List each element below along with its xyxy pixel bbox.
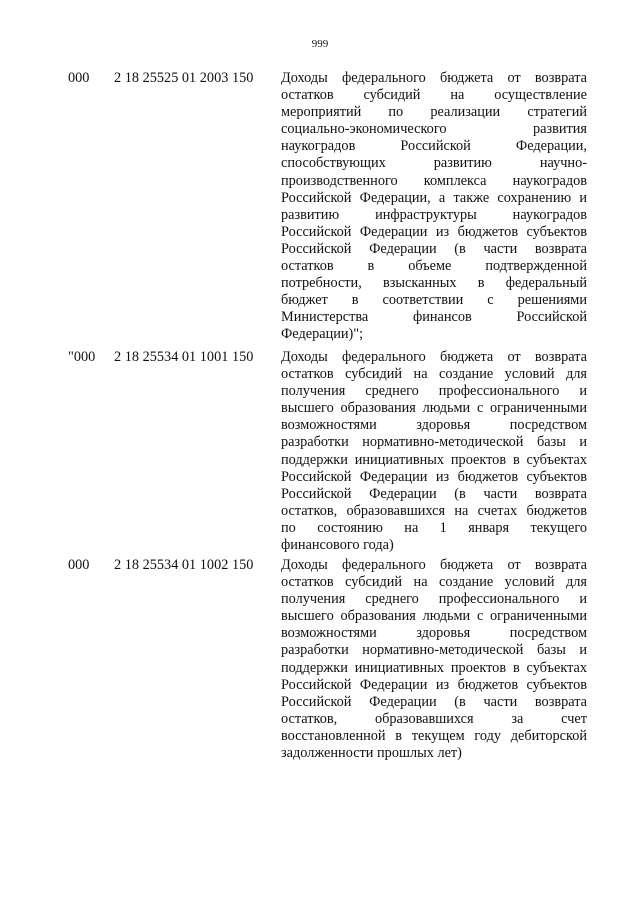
description-line: наукоградов Российской Федерации, [281, 138, 587, 155]
description-line: финансового года) [281, 537, 394, 554]
description-line: Доходы федерального бюджета от возврата [281, 70, 587, 86]
description-line: получения среднего профессионального и [281, 591, 587, 608]
description-line: Российской Федерации (в части возврата [281, 240, 587, 257]
budget-classification-code: 2 18 25534 01 1001 150 [114, 349, 254, 365]
description-line: по состоянию на 1 января текущего [281, 519, 587, 536]
administrator-code: 000 [68, 557, 90, 573]
description-line: Министерства финансов Российской [281, 309, 587, 326]
description-line: высшего образования людьми с ограниченными [281, 608, 587, 625]
description-line: поддержки инициативных проектов в субъектах [281, 451, 587, 468]
description-line: производственного комплекса наукоградов [281, 172, 587, 189]
description-line: задолженности прошлых лет) [281, 745, 462, 762]
description-line: высшего образования людьми с ограниченными [281, 400, 587, 417]
revenue-description [281, 70, 587, 344]
budget-classification-code: 2 18 25525 01 2003 150 [114, 70, 254, 86]
description-line: разработки нормативно-методической базы и [281, 642, 587, 659]
description-line: возможностями здоровья посредством [281, 625, 587, 642]
description-line: остатков субсидий на создание условий для [281, 574, 587, 591]
description-line: Российской Федерации из бюджетов субъектов [281, 468, 587, 485]
administrator-code: "000 [68, 349, 96, 365]
description-line: остатков, образовавшихся за счет [281, 710, 587, 727]
description-line: социально-экономического развития [281, 121, 587, 138]
description-line: разработки нормативно-методической базы и [281, 434, 587, 451]
description-line: бюджет в соответствии с решениями [281, 292, 587, 309]
description-line: Доходы федерального бюджета от возврата [281, 557, 587, 573]
description-line: восстановленной в текущем году дебиторской [281, 727, 587, 744]
description-line: остатков субсидий на осуществление [281, 87, 587, 104]
description-line: остатков субсидий на создание условий для [281, 366, 587, 383]
page-number: 999 [311, 38, 329, 50]
budget-classification-code: 2 18 25534 01 1002 150 [114, 557, 254, 573]
description-line: поддержки инициативных проектов в субъектах [281, 659, 587, 676]
revenue-description [281, 349, 587, 554]
description-line: Российской Федерации из бюджетов субъектов [281, 223, 587, 240]
description-line: Доходы федерального бюджета от возврата [281, 349, 587, 365]
description-line: мероприятий по реализации стратегий [281, 104, 587, 121]
description-line: Федерации)"; [281, 326, 364, 343]
revenue-description [281, 557, 587, 762]
description-line: остатков, образовавшихся на счетах бюджетов [281, 502, 587, 519]
description-line: возможностями здоровья посредством [281, 417, 587, 434]
description-line: способствующих развитию научно- [281, 155, 587, 172]
administrator-code: 000 [68, 70, 90, 86]
description-line: Российской Федерации из бюджетов субъектов [281, 676, 587, 693]
description-line: развитию инфраструктуры наукоградов [281, 206, 587, 223]
description-line: остатков в объеме подтвержденной [281, 258, 587, 275]
description-line: Российской Федерации, а также сохранению и [281, 189, 587, 206]
description-line: Российской Федерации (в части возврата [281, 485, 587, 502]
description-line: потребности, взысканных в федеральный [281, 275, 587, 292]
description-line: получения среднего профессионального и [281, 383, 587, 400]
description-line: Российской Федерации (в части возврата [281, 693, 587, 710]
